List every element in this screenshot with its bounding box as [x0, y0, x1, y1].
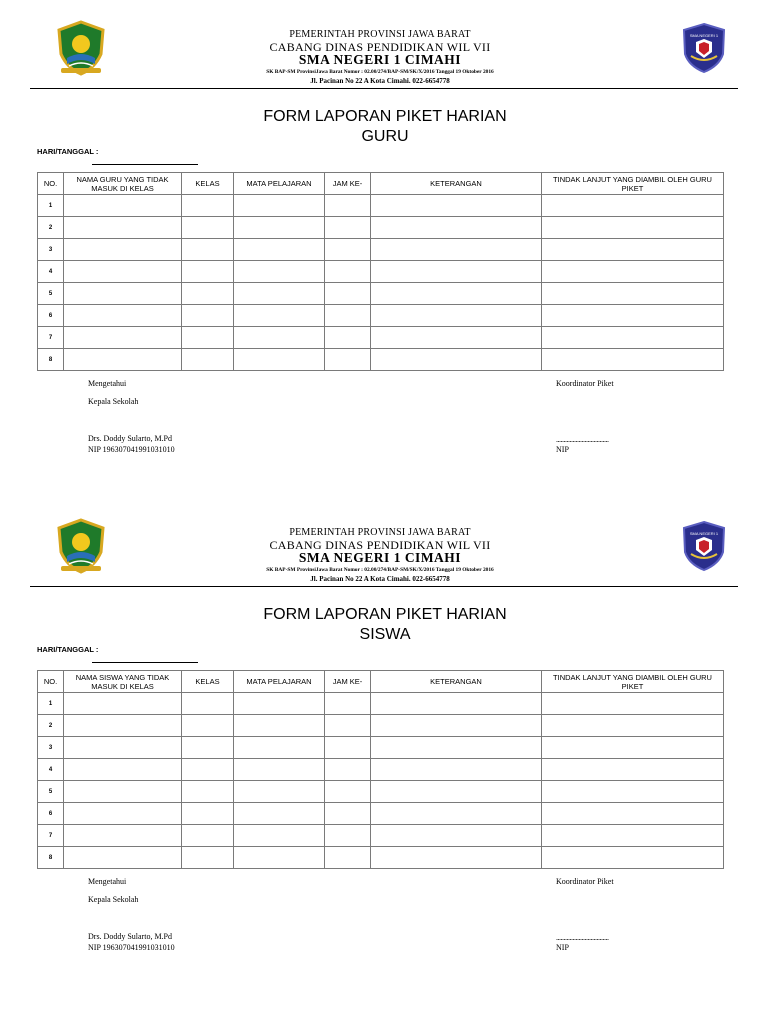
hari-tanggal-field[interactable] [92, 164, 198, 165]
row-number: 2 [38, 217, 64, 239]
table-row [38, 283, 724, 305]
cell-mapel[interactable] [234, 693, 325, 715]
col-header-jam: JAM KE- [325, 173, 371, 195]
table-row [38, 327, 724, 349]
cell-tindak-lanjut[interactable] [542, 349, 724, 371]
cell-nama[interactable] [64, 803, 182, 825]
cell-keterangan[interactable] [371, 759, 542, 781]
cell-tindak-lanjut[interactable] [542, 195, 724, 217]
kepala-sekolah-nip: NIP 196307041991031010 [88, 943, 175, 952]
cell-nama[interactable] [64, 239, 182, 261]
table-row [38, 349, 724, 371]
table-row [38, 759, 724, 781]
cell-kelas[interactable] [182, 217, 234, 239]
row-number: 5 [38, 283, 64, 305]
cell-nama[interactable] [64, 781, 182, 803]
cell-jam[interactable] [325, 847, 371, 869]
table-row [38, 825, 724, 847]
cell-nama[interactable] [64, 693, 182, 715]
cell-nama[interactable] [64, 847, 182, 869]
cell-nama[interactable] [64, 195, 182, 217]
cell-nama[interactable] [64, 349, 182, 371]
header-divider [30, 586, 738, 587]
kepala-sekolah-nip: NIP 196307041991031010 [88, 445, 175, 454]
cell-mapel[interactable] [234, 803, 325, 825]
cell-mapel[interactable] [234, 737, 325, 759]
cell-keterangan[interactable] [371, 847, 542, 869]
cell-kelas[interactable] [182, 737, 234, 759]
cell-keterangan[interactable] [371, 715, 542, 737]
form-section-guru [0, 0, 768, 500]
row-number: 8 [38, 349, 64, 371]
cell-kelas[interactable] [182, 261, 234, 283]
cell-nama[interactable] [64, 305, 182, 327]
cell-tindak-lanjut[interactable] [542, 825, 724, 847]
table-header-row [38, 173, 724, 195]
cell-jam[interactable] [325, 737, 371, 759]
mengetahui-label: Mengetahui [88, 379, 127, 388]
row-number: 7 [38, 327, 64, 349]
cell-mapel[interactable] [234, 327, 325, 349]
cell-keterangan[interactable] [371, 327, 542, 349]
cell-kelas[interactable] [182, 715, 234, 737]
cell-kelas[interactable] [182, 349, 234, 371]
cell-nama[interactable] [64, 759, 182, 781]
koordinator-nip: NIP [556, 445, 569, 454]
hari-tanggal-field[interactable] [92, 662, 198, 663]
cell-mapel[interactable] [234, 759, 325, 781]
cell-jam[interactable] [325, 759, 371, 781]
form-title [150, 605, 620, 645]
col-header-nama: NAMA SISWA YANG TIDAK MASUK DI KELAS [64, 671, 182, 693]
row-number: 4 [38, 759, 64, 781]
kepala-sekolah-name: Drs. Doddy Sularto, M.Pd [88, 932, 173, 941]
svg-text:SMA NEGERI 1: SMA NEGERI 1 [689, 33, 719, 38]
table-row [38, 261, 724, 283]
form-title-main: FORM LAPORAN PIKET HARIAN [263, 108, 507, 125]
cell-jam[interactable] [325, 261, 371, 283]
cell-nama[interactable] [64, 825, 182, 847]
cell-jam[interactable] [325, 781, 371, 803]
col-header-tindak-lanjut: TINDAK LANJUT YANG DIAMBIL OLEH GURU PIKET [542, 173, 724, 195]
cell-kelas[interactable] [182, 759, 234, 781]
row-number: 6 [38, 305, 64, 327]
cell-tindak-lanjut[interactable] [542, 327, 724, 349]
col-header-keterangan: KETERANGAN [371, 671, 542, 693]
row-number: 3 [38, 737, 64, 759]
cell-tindak-lanjut[interactable] [542, 847, 724, 869]
kop-pemerintah: PEMERINTAH PROVINSI JAWA BARAT [289, 527, 471, 538]
cell-tindak-lanjut[interactable] [542, 715, 724, 737]
cell-keterangan[interactable] [371, 693, 542, 715]
table-row [38, 715, 724, 737]
col-header-mapel: MATA PELAJARAN [234, 671, 325, 693]
cell-mapel[interactable] [234, 261, 325, 283]
cell-jam[interactable] [325, 283, 371, 305]
table-row [38, 847, 724, 869]
cell-mapel[interactable] [234, 305, 325, 327]
kop-sk-bap: SK BAP-SM ProvinsiJawa Barat Nomor : 02.00/274/BAP-SM/SK/X/2016 Tanggal 19 Oktober 2016 [266, 69, 494, 75]
table-row [38, 737, 724, 759]
cell-keterangan[interactable] [371, 349, 542, 371]
sma-negeri-1-cimahi-emblem-icon [681, 520, 727, 572]
kop-school-name: SMA NEGERI 1 CIMAHI [298, 52, 462, 67]
table-header-row [38, 671, 724, 693]
cell-tindak-lanjut[interactable] [542, 759, 724, 781]
cell-kelas[interactable] [182, 781, 234, 803]
row-number: 1 [38, 195, 64, 217]
cell-keterangan[interactable] [371, 825, 542, 847]
row-number: 6 [38, 803, 64, 825]
hari-tanggal-label: HARI/TANGGAL : [37, 147, 99, 156]
kop-address: Jl. Pacinan No 22 A Kota Cimahi. 022-6654778 [310, 575, 450, 583]
col-header-tindak-lanjut: TINDAK LANJUT YANG DIAMBIL OLEH GURU PIKET [542, 671, 724, 693]
cell-nama[interactable] [64, 715, 182, 737]
kop-cabang-dinas: CABANG DINAS PENDIDIKAN WIL VII [269, 538, 491, 552]
cell-nama[interactable] [64, 327, 182, 349]
cell-kelas[interactable] [182, 283, 234, 305]
col-header-no: NO. [38, 173, 64, 195]
hari-tanggal-label: HARI/TANGGAL : [37, 645, 99, 654]
cell-tindak-lanjut[interactable] [542, 693, 724, 715]
piket-table [37, 172, 724, 371]
cell-keterangan[interactable] [371, 305, 542, 327]
cell-keterangan[interactable] [371, 283, 542, 305]
cell-jam[interactable] [325, 195, 371, 217]
row-number: 4 [38, 261, 64, 283]
kop-cabang-dinas: CABANG DINAS PENDIDIKAN WIL VII [269, 40, 491, 54]
row-number: 1 [38, 693, 64, 715]
cell-kelas[interactable] [182, 327, 234, 349]
form-title-main: FORM LAPORAN PIKET HARIAN [263, 606, 507, 623]
cell-kelas[interactable] [182, 693, 234, 715]
col-header-keterangan: KETERANGAN [371, 173, 542, 195]
table-row [38, 217, 724, 239]
kop-pemerintah: PEMERINTAH PROVINSI JAWA BARAT [289, 29, 471, 40]
cell-tindak-lanjut[interactable] [542, 239, 724, 261]
col-header-kelas: KELAS [182, 671, 234, 693]
cell-nama[interactable] [64, 217, 182, 239]
cell-keterangan[interactable] [371, 261, 542, 283]
cell-mapel[interactable] [234, 195, 325, 217]
table-row [38, 239, 724, 261]
row-number: 2 [38, 715, 64, 737]
row-number: 3 [38, 239, 64, 261]
kepala-sekolah-label: Kepala Sekolah [88, 397, 139, 406]
col-header-mapel: MATA PELAJARAN [234, 173, 325, 195]
koordinator-piket-label: Koordinator Piket [556, 877, 614, 886]
form-title [150, 107, 620, 147]
cell-mapel[interactable] [234, 847, 325, 869]
col-header-kelas: KELAS [182, 173, 234, 195]
cell-mapel[interactable] [234, 283, 325, 305]
cell-tindak-lanjut[interactable] [542, 217, 724, 239]
cell-tindak-lanjut[interactable] [542, 305, 724, 327]
cell-keterangan[interactable] [371, 781, 542, 803]
koordinator-name-field[interactable]: ................................... [556, 933, 609, 942]
cell-mapel[interactable] [234, 239, 325, 261]
cell-jam[interactable] [325, 217, 371, 239]
cell-jam[interactable] [325, 239, 371, 261]
cell-kelas[interactable] [182, 847, 234, 869]
cell-jam[interactable] [325, 803, 371, 825]
kepala-sekolah-name: Drs. Doddy Sularto, M.Pd [88, 434, 173, 443]
cell-tindak-lanjut[interactable] [542, 737, 724, 759]
piket-table [37, 670, 724, 869]
cell-kelas[interactable] [182, 825, 234, 847]
sma-negeri-1-cimahi-emblem-icon [681, 22, 727, 74]
cell-keterangan[interactable] [371, 803, 542, 825]
jawa-barat-emblem-icon [55, 20, 107, 76]
table-row [38, 781, 724, 803]
table-row [38, 803, 724, 825]
form-title-sub: GURU [361, 128, 409, 145]
koordinator-name-field[interactable]: ................................... [556, 435, 609, 444]
cell-jam[interactable] [325, 693, 371, 715]
kepala-sekolah-label: Kepala Sekolah [88, 895, 139, 904]
cell-keterangan[interactable] [371, 217, 542, 239]
cell-nama[interactable] [64, 737, 182, 759]
kop-address: Jl. Pacinan No 22 A Kota Cimahi. 022-6654778 [310, 77, 450, 85]
cell-kelas[interactable] [182, 305, 234, 327]
cell-tindak-lanjut[interactable] [542, 261, 724, 283]
cell-jam[interactable] [325, 349, 371, 371]
jawa-barat-emblem-icon [55, 518, 107, 574]
kop-sk-bap: SK BAP-SM ProvinsiJawa Barat Nomor : 02.00/274/BAP-SM/SK/X/2016 Tanggal 19 Oktober 2016 [266, 567, 494, 573]
kop-school-name: SMA NEGERI 1 CIMAHI [298, 550, 462, 565]
form-section-siswa [0, 498, 768, 998]
cell-jam[interactable] [325, 715, 371, 737]
cell-mapel[interactable] [234, 217, 325, 239]
cell-tindak-lanjut[interactable] [542, 803, 724, 825]
cell-tindak-lanjut[interactable] [542, 283, 724, 305]
cell-keterangan[interactable] [371, 195, 542, 217]
cell-jam[interactable] [325, 305, 371, 327]
cell-mapel[interactable] [234, 349, 325, 371]
cell-keterangan[interactable] [371, 737, 542, 759]
cell-mapel[interactable] [234, 825, 325, 847]
row-number: 5 [38, 781, 64, 803]
col-header-nama: NAMA GURU YANG TIDAK MASUK DI KELAS [64, 173, 182, 195]
row-number: 7 [38, 825, 64, 847]
cell-nama[interactable] [64, 261, 182, 283]
table-row [38, 693, 724, 715]
cell-kelas[interactable] [182, 195, 234, 217]
table-row [38, 195, 724, 217]
col-header-jam: JAM KE- [325, 671, 371, 693]
col-header-no: NO. [38, 671, 64, 693]
form-title-sub: SISWA [359, 626, 411, 643]
cell-keterangan[interactable] [371, 239, 542, 261]
row-number: 8 [38, 847, 64, 869]
header-divider [30, 88, 738, 89]
svg-text:SMA NEGERI 1: SMA NEGERI 1 [689, 531, 719, 536]
cell-mapel[interactable] [234, 781, 325, 803]
cell-nama[interactable] [64, 283, 182, 305]
table-row [38, 305, 724, 327]
mengetahui-label: Mengetahui [88, 877, 127, 886]
cell-mapel[interactable] [234, 715, 325, 737]
koordinator-nip: NIP [556, 943, 569, 952]
koordinator-piket-label: Koordinator Piket [556, 379, 614, 388]
cell-tindak-lanjut[interactable] [542, 781, 724, 803]
cell-kelas[interactable] [182, 239, 234, 261]
cell-jam[interactable] [325, 327, 371, 349]
cell-kelas[interactable] [182, 803, 234, 825]
cell-jam[interactable] [325, 825, 371, 847]
